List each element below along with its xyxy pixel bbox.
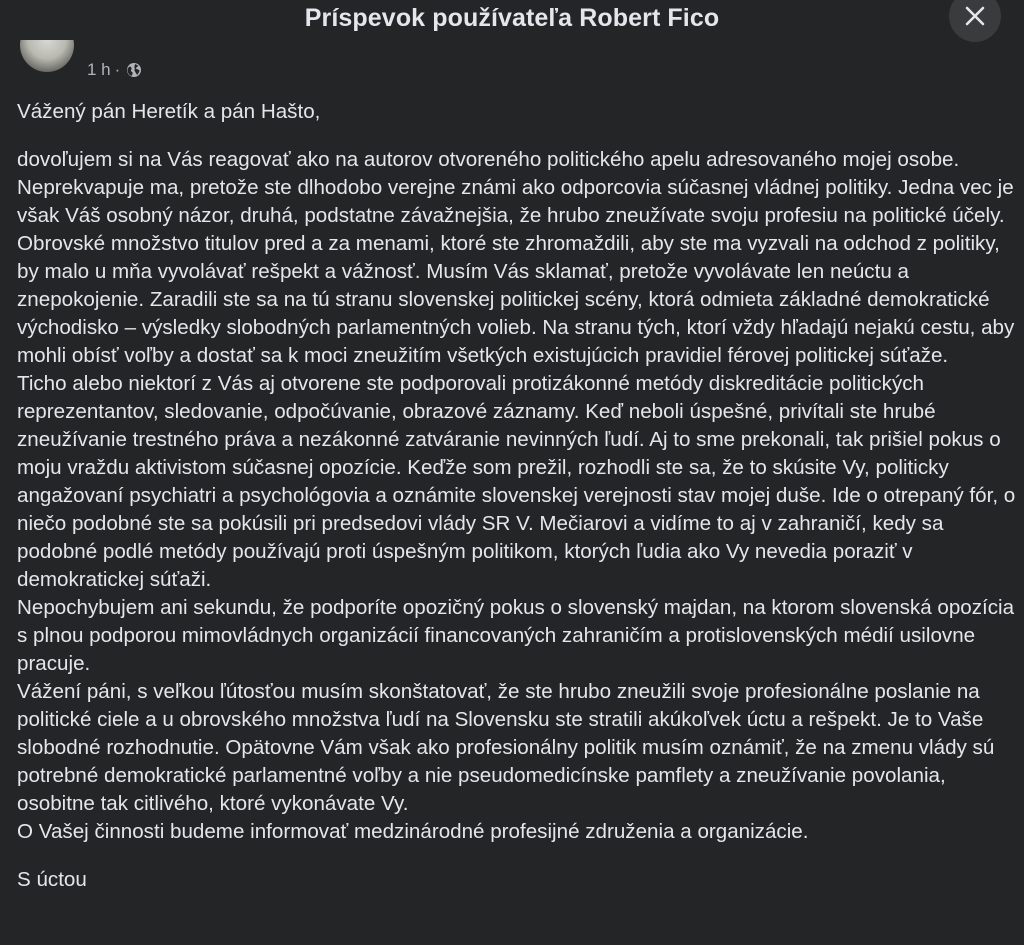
post-closing: S úctou xyxy=(17,868,87,891)
post-meta-text xyxy=(87,60,142,80)
post-paragraph: Obrovské množstvo titulov pred a za menami, ktoré ste zhromaždili, aby ste ma vyzvali na odchod z politiky, by malo u mňa vyvolávať rešpekt a vážnosť. Musím Vás sklamať, pretože vyvolávate len neúctu a znepokojenie. Zaradili ste sa na tú stranu slovenskej politickej scény, ktorá odmieta základné demokratické východisko – výsledky slobodných parlamentných volieb. Na stranu tých, ktorí vždy hľadajú nejakú cestu, aby mohli obísť voľby a dostať sa k moci zneužitím všetkých existujúcich pravidiel férovej politickej súťaže. xyxy=(17,232,1015,367)
post-paragraph: Vážení páni, s veľkou ľútosťou musím skonštatovať, že ste hrubo zneužili svoje profesionálne poslanie na politické ciele a u obrovského množstva ľudí na Slovensku ste stratili akúkoľvek úctu a rešpekt. Je to Vaše slobodné rozhodnutie. Opätovne Vám však ako profesionálny politik musím oznámiť, že na zmenu vlády sú potrebné demokratické parlamentné voľby a nie pseudomedicínske pamflety a zneužívanie povolania, osobitne tak citlivého, ktoré vykonávate Vy. xyxy=(17,680,995,815)
post-text xyxy=(17,98,1017,894)
post-paragraph: Nepochybujem ani sekundu, že podporíte opozičný pokus o slovenský majdan, na ktorom slovenská opozícia s plnou podporou mimovládnych organizácií financovaných zahraničím a protislovenských médií usilovne pracuje. xyxy=(17,596,1015,675)
post-paragraph: dovoľujem si na Vás reagovať ako na autorov otvoreného politického apelu adresovaného mojej osobe. Neprekvapuje ma, pretože ste dlhodobo verejne známi ako odporcovia súčasnej vládnej politiky. Jedna vec je však Váš osobný názor, druhá, podstatne závažnejšia, že hrubo zneužívate svoju profesiu na politické účely. xyxy=(17,148,1014,227)
close-button[interactable] xyxy=(949,0,1001,42)
post-greeting: Vážený pán Heretík a pán Hašto, xyxy=(17,100,321,123)
post-time[interactable]: 1 h xyxy=(87,60,111,79)
globe-icon[interactable] xyxy=(126,62,142,78)
dialog-title: Príspevok používateľa Robert Fico xyxy=(304,4,720,32)
close-icon xyxy=(964,5,986,27)
meta-separator: · xyxy=(114,60,121,79)
post-paragraph: O Vašej činnosti budeme informovať medzinárodné profesijné združenia a organizácie. xyxy=(17,820,809,843)
post-meta xyxy=(0,52,1024,88)
dialog-header xyxy=(0,0,1024,40)
post-paragraph: Ticho alebo niektorí z Vás aj otvorene ste podporovali protizákonné metódy diskreditácie politických reprezentantov, sledovanie, odpočúvanie, obrazové záznamy. Keď neboli úspešné, privítali ste hrubé zneužívanie trestného práva a nezákonné zatváranie nevinných ľudí. Aj to sme prekonali, tak prišiel pokus o moju vraždu aktivistom súčasnej opozície. Keďže som prežil, rozhodli ste sa, že to skúsite Vy, politicky angažovaní psychiatri a psychológovia a oznámite slovenskej verejnosti stav mojej duše. Ide o otrepaný fór, o niečo podobné ste sa pokúsili pri predsedovi vlády SR V. Mečiarovi a vidíme to aj v zahraničí, kedy sa podobné podlé metódy používajú proti úspešným politikom, ktorých ľudia ako Vy nevedia poraziť v demokratickej súťaži. xyxy=(17,372,1016,591)
